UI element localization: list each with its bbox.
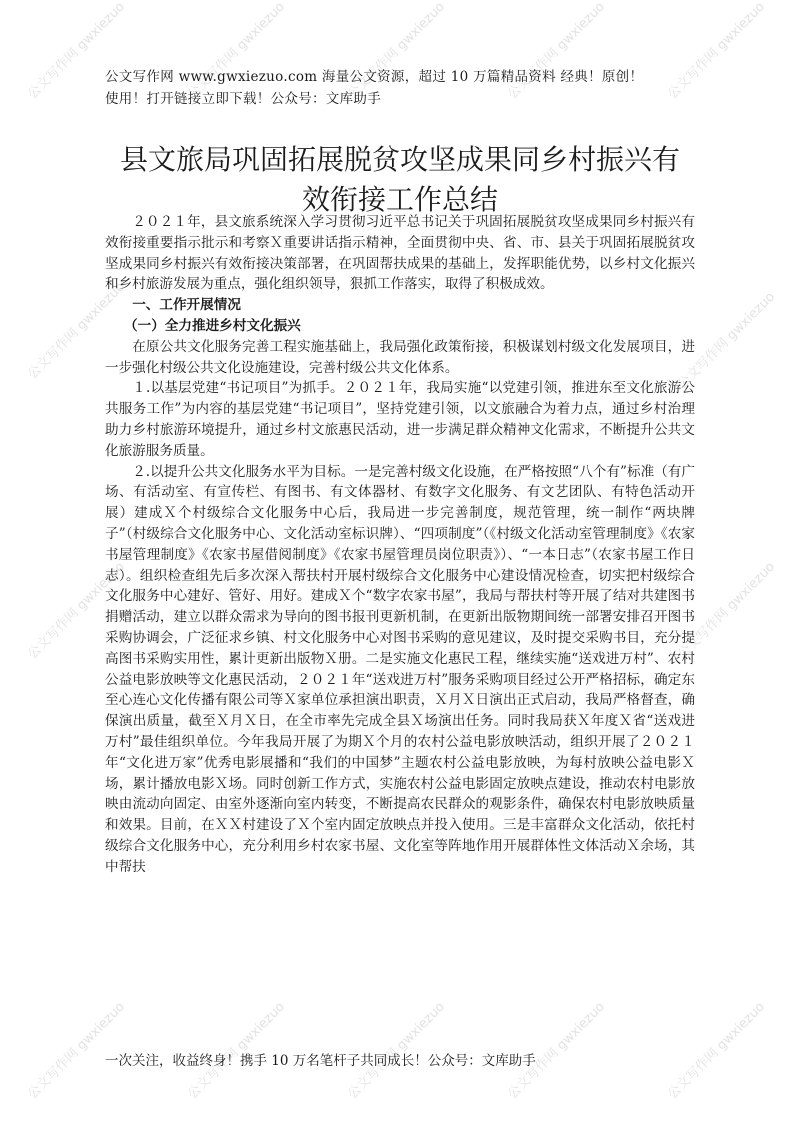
watermark: 公文写作网 gwxiezuo (675, 289, 778, 393)
page-header (105, 66, 695, 110)
watermark: 公文写作网 gwxiezuo (185, 0, 288, 103)
body-paragraph: 在原公共文化服务完善工程实施基础上，我局强化政策衔接，积极谋划村级文化发展项目，进一步强化村级公共文化设施建设，完善村级公共文化体系。 (105, 338, 695, 376)
watermark: 公文写作网 gwxiezuo (665, 0, 768, 103)
document-title (80, 140, 720, 220)
document-body (105, 212, 695, 878)
watermark: 公文写作网 gwxiezuo (25, 279, 128, 383)
intro-paragraph: ２０２１年，县文旅系统深入学习贯彻习近平总书记关于巩固拓展脱贫攻坚成果同乡村振兴有效衔接重要指示批示和考察Ｘ重要讲话指示精神，全面贯彻中央、省、市、县关于巩固拓展脱贫攻坚成果同乡村振兴有效衔接决策部署，在巩固帮扶成果的基础上，发挥职能优势，以乡村文化振兴和乡村旅游发展为重点，强化组织领导，狠抓工作落实，取得了积极成效。 (105, 214, 695, 293)
watermark: 公文写作网 gwxiezuo (345, 999, 448, 1103)
watermark: 公文写作网 gwxiezuo (185, 999, 288, 1103)
watermark: 公文写作网 gwxiezuo (25, 559, 128, 663)
watermark: 公文写作网 gwxiezuo (345, 0, 448, 103)
watermark: 公文写作网 gwxiezuo (25, 0, 128, 103)
watermark: 公文写作网 gwxiezuo (665, 999, 768, 1103)
watermark: 公文写作网 gwxiezuo (505, 999, 608, 1103)
header-line-1: 公文写作网 www.gwxiezuo.com 海量公文资源，超过 10 万篇精品资料 经典！原创！ (105, 69, 644, 85)
body-paragraph: １.以基层党建“书记项目”为抓手。２０２１年，我局实施“以党建引领，推进东至文化旅游公共服务工作”为内容的基层党建“书记项目”，坚持党建引领，以文旅融合为着力点，通过乡村治理助力乡村旅游环境提升，通过乡村文旅惠民活动，进一步满足群众精神文化需求，不断提升公共文化旅游服务质量。 (105, 380, 695, 459)
watermark: 公文写作网 gwxiezuo (25, 999, 128, 1103)
page-footer: 一次关注，收益终身！携手 10 万名笔杆子共同成长！公众号：文库助手 (105, 1053, 536, 1069)
subsection-heading: （一）全力推进乡村文化振兴 (124, 317, 301, 334)
section-heading: 一、工作开展情况 (132, 297, 241, 314)
title-line-2: 效衔接工作总结 (301, 183, 498, 216)
title-line-1: 县文旅局巩固拓展脱贫攻坚成果同乡村振兴有 (119, 143, 680, 176)
header-line-2: 使用！打开链接立即下载！公众号：文库助手 (105, 91, 381, 107)
watermark: 公文写作网 gwxiezuo (505, 0, 608, 103)
watermark: 公文写作网 gwxiezuo (675, 559, 778, 663)
body-paragraph: ２.以提升公共文化服务水平为目标。一是完善村级文化设施，在严格按照“八个有”标准（有广场、有活动室、有宣传栏、有图书、有文体器材、有数字文化服务、有文艺团队、有特色活动开展）建成Ｘ个村级综合文化服务中心后，我局进一步完善制度，规范管理，统一制作“两块牌子”（村级综合文化服务中心、文化活动室标识牌）、“四项制度”（《村级文化活动室管理制度》《农家书屋管理制度》《农家书屋借阅制度》《农家书屋管理员岗位职责》）、“一本日志”（农家书屋工作日志）。组织检查组先后多次深入帮扶村开展村级综合文化服务中心建设情况检查，切实把村级综合文化服务中心建好、管好、用好。建成Ｘ个“数字农家书屋”，我局与帮扶村等开展了结对共建图书捐赠活动，建立以群众需求为导向的图书报刊更新机制，在更新出版物期间统一部署安排召开图书采购协调会，广泛征求乡镇、村文化服务中心对图书采购的意见建议，及时提交采购书目，充分提高图书采购实用性，累计更新出版物Ｘ册。二是实施文化惠民工程，继续实施“送戏进万村”、农村公益电影放映等文化惠民活动，２０２１年“送戏进万村”服务采购项目经过公开严格招标，确定东至心连心文化传播有限公司等Ｘ家单位承担演出职责，Ｘ月Ｘ日演出正式启动，我局严格督查，确保演出质量，截至Ｘ月Ｘ日，在全市率先完成全县Ｘ场演出任务。同时我局获Ｘ年度Ｘ省“送戏进万村”最佳组织单位。今年我局开展了为期Ｘ个月的农村公益电影放映活动，组织开展了２０２１年“文化进万家”优秀电影展播和“我们的中国梦”主题农村公益电影放映，为每村放映公益电影Ｘ场，累计播放电影Ｘ场。同时创新工作方式，实施农村公益电影固定放映点建设，推动农村电影放映由流动向固定、由室外逐渐向室内转变，不断提高农民群众的观影条件，确保农村电影放映质量和效果。目前，在ＸＸ村建设了Ｘ个室内固定放映点并投入使用。三是丰富群众文化活动，依托村级综合文化服务中心，充分利用乡村农家书屋、文化室等阵地作用开展群体性文体活动Ｘ余场，其中帮扶 (105, 463, 695, 875)
